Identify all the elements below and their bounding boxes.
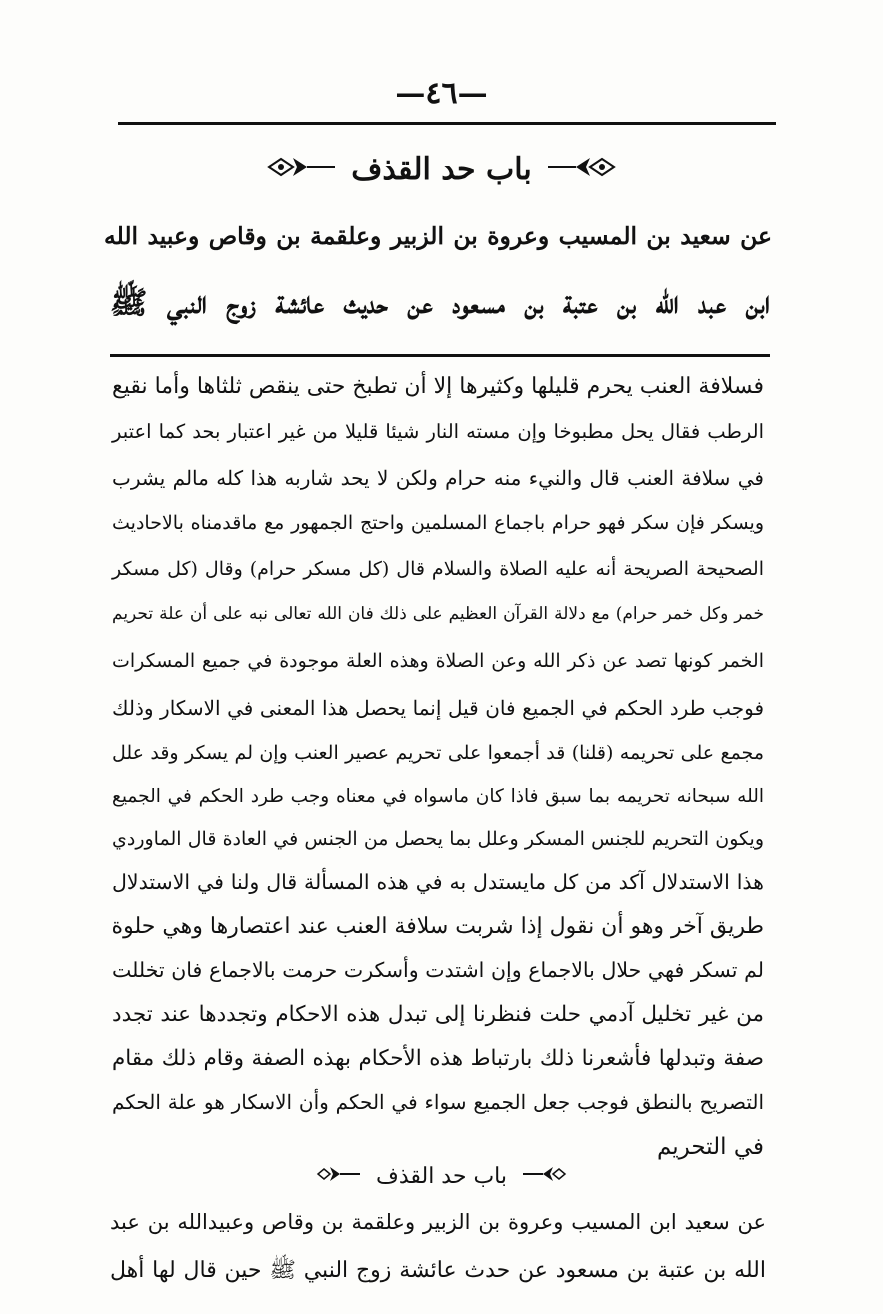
commentary-line: الرطب فقال يحل مطبوخا وإن مسته النار شيئا قليلا من غير اعتبار بحد كما اعتبر	[112, 420, 764, 443]
commentary-line: لم تسكر فهي حلال بالاجماع وإن اشتدت وأسكرت حرمت بالاجماع فان تخللت	[112, 958, 764, 982]
left-ornament-icon	[521, 1164, 567, 1189]
commentary-line: الخمر كونها تصد عن ذكر الله وعن الصلاة وهذه العلة موجودة في جميع المسكرات	[112, 650, 764, 672]
page-number: —٤٦—	[395, 76, 488, 111]
commentary-line: ويسكر فإن سكر فهو حرام باجماع المسلمين واحتج الجمهور مع ماقدمناه بالاحاديث	[112, 512, 764, 534]
footer-line: الله بن عتبة بن مسعود عن حدث عائشة زوج النبي ﷺ حين قال لها أهل	[110, 1258, 766, 1283]
commentary-line: ويكون التحريم للجنس المسكر وعلل بما يحصل من الجنس في العادة قال الماوردي	[112, 828, 764, 850]
commentary-line: التصريح بالنطق فوجب جعل الجميع سواء في الحكم وأن الاسكار هو علة الحكم	[112, 1090, 764, 1114]
commentary-line: خمر وكل خمر حرام) مع دلالة القرآن العظيم على ذلك فان الله تعالى نبه على أن علة تحريم	[112, 604, 764, 624]
section-rule	[110, 354, 770, 357]
commentary-line: صفة وتبدلها فأشعرنا ذلك بارتباط هذه الأحكام بهذه الصفة وقام ذلك مقام	[112, 1046, 764, 1071]
commentary-line: فسلافة العنب يحرم قليلها وكثيرها إلا أن تطبخ حتى ينقص ثلثاها وأما نقيع	[112, 374, 764, 399]
commentary-line: الله سبحانه تحريمه بما سبق فاذا كان ماسواه في معناه وجب طرد الحكم في الجميع	[112, 786, 764, 807]
isnad-line: ابن عبد الله بن عتبة بن مسعود عن حديث عائشة زوج النبي ﷺ	[110, 285, 770, 321]
chapter-heading	[0, 152, 883, 187]
commentary-line: الصحيحة الصريحة أنه عليه الصلاة والسلام قال (كل مسكر حرام) وقال (كل مسكر	[112, 558, 764, 580]
right-ornament-icon	[316, 1164, 362, 1189]
commentary-line: مجمع على تحريمه (قلنا) قد أجمعوا على تحريم عصير العنب وإن لم يسكر وقد علل	[112, 742, 764, 764]
commentary-line: من غير تخليل آدمي حلت فنظرنا إلى تبدل هذه الاحكام وتجددها عند تجدد	[112, 1002, 764, 1027]
commentary-line: في سلافة العنب قال والنيء منه حرام ولكن لا يحد شاربه هذا كله مالم يشرب	[112, 466, 764, 490]
chapter-title: باب حد القذف	[351, 152, 532, 187]
isnad-line: عن سعيد بن المسيب وعروة بن الزبير وعلقمة بن وقاص وعبيد الله	[104, 222, 772, 250]
top-rule	[118, 122, 776, 125]
commentary-line: في التحريم	[656, 1134, 764, 1160]
section-heading	[0, 1164, 883, 1189]
right-ornament-icon	[267, 152, 337, 187]
commentary-line: هذا الاستدلال آكد من كل مايستدل به في هذه المسألة قال ولنا في الاستدلال	[112, 870, 764, 894]
commentary-line: طريق آخر وهو أن نقول إذا شربت سلافة العنب عند اعتصارها وهي حلوة	[111, 914, 764, 939]
commentary-line: فوجب طرد الحكم في الجميع فان قيل إنما يحصل هذا المعنى في الاسكار وذلك	[112, 696, 765, 720]
left-ornament-icon	[546, 152, 616, 187]
section-heading-text: باب حد القذف	[376, 1164, 507, 1189]
footer-line: عن سعيد ابن المسيب وعروة بن الزبير وعلقمة بن وقاص وعبيدالله بن عبد	[110, 1210, 766, 1234]
